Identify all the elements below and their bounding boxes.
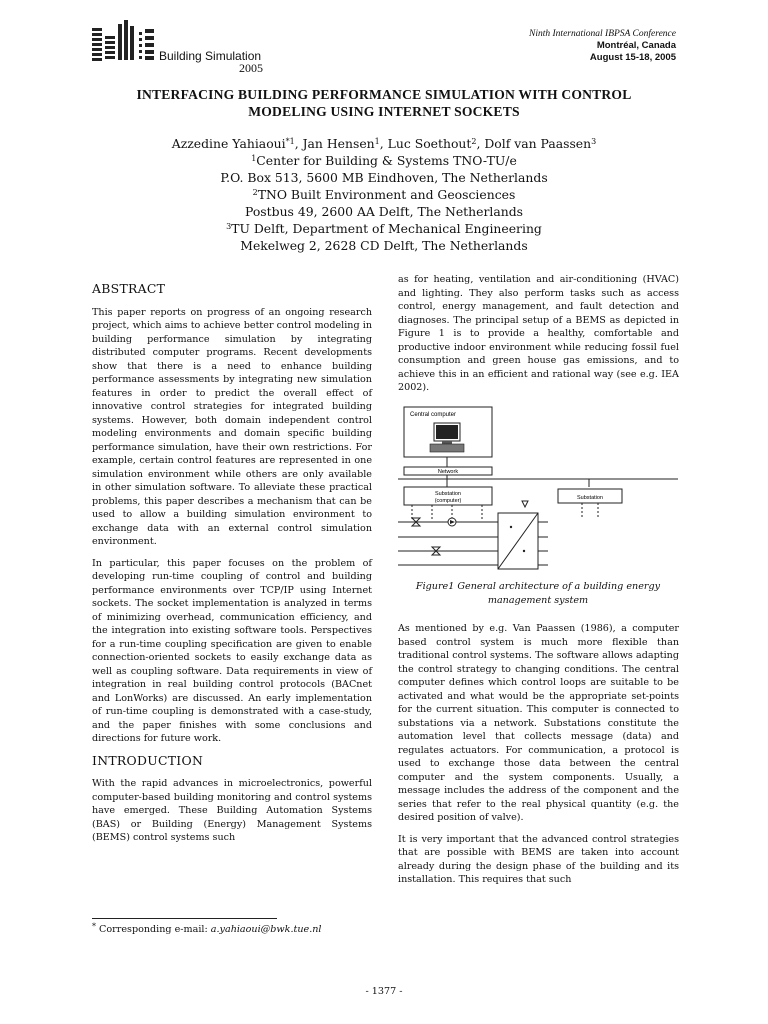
author-name: , Dolf van Paassen [476, 136, 592, 151]
substation-label: Substation [577, 495, 603, 501]
authors-block [92, 135, 676, 254]
arrow-icon [522, 501, 528, 507]
footnote [92, 924, 322, 935]
affiliation-sup: 1 [251, 154, 257, 163]
abstract-heading: ABSTRACT [92, 281, 166, 296]
right-paragraph-2: As mentioned by e.g. Van Paassen (1986), a computer based control system is much more flexible than traditional control systems. The software allows adapting the control strategy to changing conditions. The central computer defines which control loops are suitable to be activated and what would be the appropriate set-points for the current situation. This computer is connected to substations via a network. Substations constitute the automation level that collects message (data) and regulates actuators. For communication, a protocol is used to exchange those data between the central computer and the system components. Usually, a message includes the address of the component and the series that refer to the real physical quantity (e.g. the desired position of valve). [398, 623, 679, 823]
affiliation-sup: 3 [226, 222, 232, 231]
footnote-email[interactable]: a.yahiaoui@bwk.tue.nl [210, 924, 322, 935]
affiliation-2-address: Postbus 49, 2600 AA Delft, The Netherlands [245, 204, 523, 219]
affiliation-name: TNO Built Environment and Geosciences [257, 187, 516, 202]
introduction-paragraph-1: With the rapid advances in microelectronics, powerful computer-based building monitoring and control systems have emerged. These Building Automation Systems (BAS) or Building (Energy) Management Systems (BEMS) control systems such [92, 778, 372, 843]
left-column [92, 278, 372, 853]
author-sup: 2 [471, 137, 477, 146]
footnote-marker: * [92, 922, 96, 931]
footnote-rule [92, 918, 277, 919]
right-paragraph-1: as for heating, ventilation and air-conditioning (HVAC) and lighting. They also perform tasks such as access control, energy management, and fault detection and diagnoses. The principal setup of a BEMS as depicted in Figure 1 is to provide a healthy, comfortable and productive indoor environment while reducing fossil fuel consumption and green house gas emissions, and to achieve this in an efficient and rational way (see e.g. IEA 2002). [398, 274, 679, 393]
introduction-heading: INTRODUCTION [92, 752, 204, 768]
right-column [398, 273, 679, 403]
affiliation-name: TU Delft, Department of Mechanical Engineering [231, 221, 542, 236]
conference-location: Montréal, Canada [596, 40, 676, 51]
conference-dates: August 15-18, 2005 [589, 52, 676, 63]
affiliation-1 [92, 152, 676, 169]
paper-title [92, 86, 676, 120]
title-line-1: INTERFACING BUILDING PERFORMANCE SIMULATION WITH CONTROL [136, 87, 632, 102]
figure-caption [398, 580, 678, 607]
footnote-label: Corresponding e-mail: [96, 924, 211, 935]
figure-caption-line-2: management system [487, 594, 589, 606]
title-line-2: MODELING USING INTERNET SOCKETS [248, 104, 520, 119]
figure-1 [398, 405, 678, 575]
substation-computer-label: Substation [435, 491, 461, 497]
page-number: - 1377 - [365, 986, 403, 997]
logo-text: Building Simulation [159, 49, 262, 63]
author-name: , Jan Hensen [294, 136, 375, 151]
network-label: Network [437, 469, 459, 475]
affiliation-1-address: P.O. Box 513, 5600 MB Eindhoven, The Netherlands [220, 170, 548, 185]
affiliation-3 [92, 220, 676, 237]
bems-architecture-diagram [398, 405, 678, 575]
affiliation-2 [92, 186, 676, 203]
abstract-paragraph-2: In particular, this paper focuses on the problem of developing run-time coupling of control and building performance environments over TCP/IP using Internet sockets. The socket implementation is analyzed in terms of minimizing overhead, communication efficiency, and the integration into existing software tools. Perspectives for a run-time coupling specification are given to enable connection-oriented sockets to easily exchange data as well as coupling software. Data requirements in view of integration in real building control protocols (BACnet and LonWorks) are discussed. An early implementation of run-time coupling is demonstrated with a case-study, and the paper finishes with some conclusions and directions for future work. [92, 557, 372, 744]
author-sup: 3 [591, 137, 597, 146]
author-name: , Luc Soethout [379, 136, 472, 151]
author-sup: *1 [285, 137, 295, 146]
computer-icon [430, 423, 464, 452]
abstract-paragraph-1: This paper reports on progress of an ongoing research project, which aims to achieve better control modeling in building performance simulation by integrating distributed computer programs. Recent developments show that there is a need to enhance building performance assessments by integrating new simulation features in order to predict the overall effect of innovative control strategies for integrated building systems. However, both domain independent control modeling environments and domain specific building performance simulation, have their own restrictions. For example, certain control features are represented in one simulation environment while others are only available in other simulation software. To alleviate these practical problems, this paper describes a mechanism that can be used to allow a building simulation environment to exchange data with an external control simulation environment. [92, 306, 372, 547]
heat-exchanger-icon [498, 513, 538, 569]
author-list [92, 135, 676, 152]
central-computer-label: Central computer [410, 412, 457, 418]
right-paragraph-3: It is very important that the advanced control strategies that are possible with BEMS are taken into account already during the design phase of the building and its installation. This requires that such [398, 833, 679, 885]
figure-caption-line-1: Figure1 General architecture of a building energy [415, 581, 661, 592]
conference-name: Ninth International IBPSA Conference [529, 29, 676, 39]
author-name: Azzedine Yahiaoui [171, 136, 286, 151]
author-sup: 1 [374, 137, 380, 146]
substation-computer-sublabel: (computer) [434, 498, 462, 504]
affiliation-sup: 2 [252, 188, 258, 197]
affiliation-3-address: Mekelweg 2, 2628 CD Delft, The Netherlands [240, 238, 528, 253]
logo-year: 2005 [239, 61, 263, 75]
right-column-continued [398, 622, 679, 895]
affiliation-name: Center for Building & Systems TNO-TU/e [256, 153, 517, 168]
